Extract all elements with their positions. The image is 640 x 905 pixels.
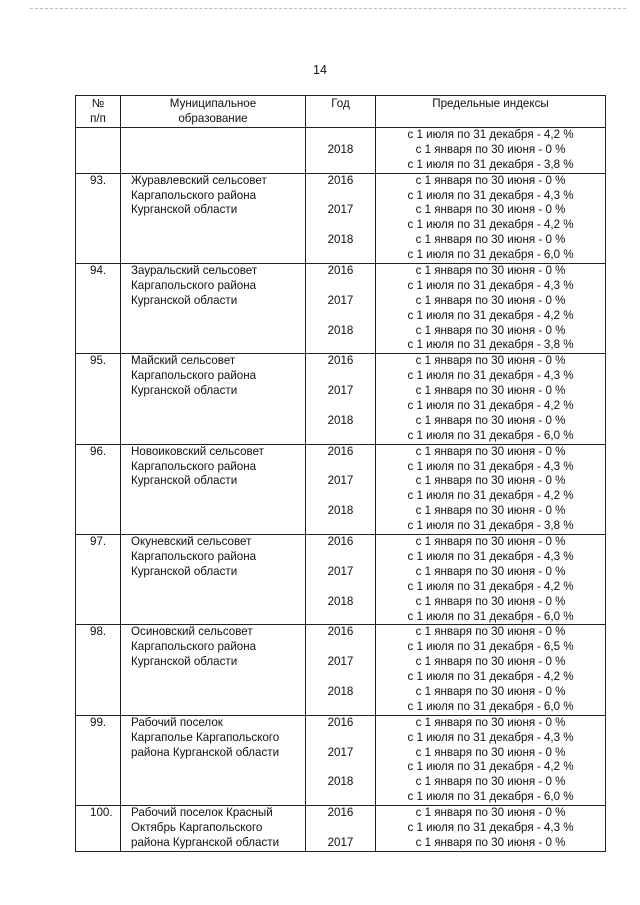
year-value: [306, 248, 375, 263]
table-row: [76, 715, 606, 805]
municipality-name-line: Курганской области: [131, 293, 238, 307]
municipality-name-line: Октябрь Каргапольского: [131, 820, 263, 834]
row-number: 93.: [90, 173, 107, 187]
year-value: [306, 489, 375, 504]
year-value: [306, 760, 375, 775]
index-line: с 1 января по 30 июня - 0 %: [415, 655, 566, 669]
index-line: с 1 июля по 31 декабря - 6,0 %: [407, 248, 574, 262]
municipality-name-line: Каргапольского района: [131, 549, 257, 563]
year-value: [306, 189, 375, 204]
municipality-cell: [121, 173, 306, 263]
year-cell: [306, 535, 376, 625]
index-line: с 1 января по 30 июня - 0 %: [415, 384, 566, 398]
year-value: [306, 429, 375, 444]
indices-cell: [376, 806, 606, 852]
index-line: с 1 января по 30 июня - 0 %: [415, 745, 566, 759]
year-value: 2016: [327, 625, 354, 639]
index-line: с 1 января по 30 июня - 0 %: [415, 264, 566, 278]
row-number: 96.: [90, 444, 107, 458]
index-line: с 1 января по 30 июня - 0 %: [415, 142, 566, 156]
index-line: с 1 июля по 31 декабря - 4,2 %: [407, 489, 574, 503]
year-value: [306, 790, 375, 805]
municipality-name-line: Каргаполье Каргапольского: [131, 730, 280, 744]
year-value: 2018: [327, 504, 354, 518]
index-line: с 1 июля по 31 декабря - 4,3 %: [407, 188, 574, 202]
year-value: [306, 460, 375, 475]
table-body: [76, 128, 606, 852]
year-value: [306, 338, 375, 353]
index-line: с 1 июля по 31 декабря - 4,2 %: [407, 579, 574, 593]
row-number-cell: [76, 264, 121, 354]
index-line: с 1 июля по 31 декабря - 6,0 %: [407, 609, 574, 623]
table-row: [76, 625, 606, 715]
row-number-cell: [76, 715, 121, 805]
index-line: с 1 января по 30 июня - 0 %: [415, 564, 566, 578]
year-cell: [306, 264, 376, 354]
header-num-line: п/п: [90, 111, 106, 125]
municipality-name-line: Каргапольского района: [131, 188, 257, 202]
year-value: 2017: [327, 745, 354, 759]
table-row: [76, 354, 606, 444]
year-cell: [306, 444, 376, 534]
year-value: 2017: [327, 564, 354, 578]
year-value: [306, 279, 375, 294]
row-number-cell: [76, 444, 121, 534]
municipality-name-line: Каргапольского района: [131, 640, 257, 654]
year-cell: [306, 806, 376, 852]
municipality-name-line: Окуневский сельсовет: [131, 535, 252, 549]
header-name-line: Муниципальное: [169, 97, 257, 110]
index-line: с 1 июля по 31 декабря - 3,8 %: [407, 519, 574, 533]
index-line: с 1 января по 30 июня - 0 %: [415, 203, 566, 217]
year-value: 2016: [327, 806, 354, 820]
year-value: [306, 580, 375, 595]
indices-cell: [376, 715, 606, 805]
year-cell: [306, 354, 376, 444]
year-value: 2018: [327, 775, 354, 789]
municipality-cell: [121, 264, 306, 354]
year-value: 2017: [327, 384, 354, 398]
year-value: 2018: [327, 684, 354, 698]
index-line: с 1 июля по 31 декабря - 6,0 %: [407, 790, 574, 804]
index-line: с 1 января по 30 июня - 0 %: [415, 504, 566, 518]
index-line: с 1 июля по 31 декабря - 4,2 %: [407, 670, 574, 684]
scan-top-border: [30, 8, 626, 9]
index-line: с 1 июля по 31 декабря - 4,2 %: [407, 128, 574, 141]
index-line: с 1 января по 30 июня - 0 %: [415, 684, 566, 698]
year-value: 2016: [327, 354, 354, 368]
index-line: с 1 января по 30 июня - 0 %: [415, 775, 566, 789]
index-line: с 1 января по 30 июня - 0 %: [415, 354, 566, 368]
index-line: с 1 июля по 31 декабря - 4,3 %: [407, 459, 574, 473]
municipality-name-line: Курганской области: [131, 564, 238, 578]
header-indices: Предельные индексы: [376, 96, 606, 128]
year-value: [306, 519, 375, 534]
indices-table: [75, 95, 606, 852]
municipality-name-line: Курганской области: [131, 655, 238, 669]
index-line: с 1 июля по 31 декабря - 3,8 %: [407, 157, 574, 171]
table-row: [76, 535, 606, 625]
year-value: [306, 550, 375, 565]
municipality-name-line: Зауральский сельсовет: [131, 264, 258, 278]
municipality-cell: [121, 715, 306, 805]
row-number: 99.: [90, 715, 107, 729]
table-row: [76, 444, 606, 534]
index-line: с 1 июля по 31 декабря - 4,3 %: [407, 820, 574, 834]
year-value: 2016: [327, 173, 354, 187]
municipality-name-line: Рабочий поселок: [131, 715, 223, 729]
municipality-name-line: Курганской области: [131, 203, 238, 217]
municipality-name-line: Курганской области: [131, 474, 238, 488]
year-value: [306, 700, 375, 715]
index-line: с 1 июля по 31 декабря - 6,0 %: [407, 428, 574, 442]
index-line: с 1 июля по 31 декабря - 6,0 %: [407, 699, 574, 713]
row-number-cell: [76, 173, 121, 263]
page-number: 14: [313, 63, 327, 77]
municipality-name-line: Каргапольского района: [131, 459, 257, 473]
municipality-name-line: Журавлевский сельсовет: [131, 173, 267, 187]
municipality-name-line: Курганской области: [131, 384, 238, 398]
index-line: с 1 июля по 31 декабря - 4,2 %: [407, 399, 574, 413]
year-value: [306, 731, 375, 746]
row-number-cell: [76, 535, 121, 625]
indices-cell: [376, 354, 606, 444]
municipality-name-line: района Курганской области: [131, 835, 280, 849]
index-line: с 1 июля по 31 декабря - 4,2 %: [407, 308, 574, 322]
row-number: [90, 128, 120, 143]
header-name-line: образование: [178, 111, 248, 125]
municipality-name-line: Осиновский сельсовет: [131, 625, 253, 639]
municipality-cell: [121, 444, 306, 534]
municipality-cell: [121, 128, 306, 174]
year-value: [306, 670, 375, 685]
year-value: 2018: [327, 323, 354, 337]
header-year: Год: [306, 96, 376, 128]
index-line: с 1 июля по 31 декабря - 4,3 %: [407, 278, 574, 292]
indices-cell: [376, 264, 606, 354]
row-number: 98.: [90, 625, 107, 639]
header-num-line: №: [91, 97, 105, 110]
year-cell: [306, 173, 376, 263]
row-number-cell: [76, 806, 121, 852]
year-value: [306, 610, 375, 625]
index-line: с 1 января по 30 июня - 0 %: [415, 474, 566, 488]
year-value: 2018: [327, 142, 354, 156]
index-line: с 1 января по 30 июня - 0 %: [415, 715, 566, 729]
row-number: 94.: [90, 264, 107, 278]
municipality-name-line: Каргапольского района: [131, 278, 257, 292]
year-value: [306, 640, 375, 655]
row-number-cell: [76, 354, 121, 444]
index-line: с 1 июля по 31 декабря - 4,2 %: [407, 760, 574, 774]
year-value: 2017: [327, 203, 354, 217]
year-value: [306, 218, 375, 233]
table-row: [76, 173, 606, 263]
municipality-cell: [121, 625, 306, 715]
year-value: [306, 821, 375, 836]
year-value: 2017: [327, 293, 354, 307]
year-value: 2016: [327, 264, 354, 278]
indices-cell: [376, 444, 606, 534]
municipality-cell: [121, 354, 306, 444]
municipality-cell: [121, 535, 306, 625]
index-line: с 1 января по 30 июня - 0 %: [415, 625, 566, 639]
municipality-name-line: Новоиковский сельсовет: [131, 444, 264, 458]
year-value: [306, 128, 375, 143]
indices-cell: [376, 173, 606, 263]
row-number: 95.: [90, 354, 107, 368]
year-value: 2017: [327, 655, 354, 669]
row-number: 97.: [90, 535, 107, 549]
index-line: с 1 января по 30 июня - 0 %: [415, 444, 566, 458]
year-value: 2018: [327, 594, 354, 608]
index-line: с 1 января по 30 июня - 0 %: [415, 293, 566, 307]
year-value: 2016: [327, 535, 354, 549]
municipality-name-line: Рабочий поселок Красный: [131, 806, 273, 820]
header-name: [121, 96, 306, 128]
table-row: [76, 806, 606, 852]
row-number-cell: [76, 128, 121, 174]
index-line: с 1 января по 30 июня - 0 %: [415, 413, 566, 427]
indices-cell: [376, 535, 606, 625]
row-number-cell: [76, 625, 121, 715]
indices-cell: [376, 128, 606, 174]
table-header-row: [76, 96, 606, 128]
municipality-name-line: Майский сельсовет: [131, 354, 236, 368]
year-value: 2017: [327, 835, 354, 849]
year-value: [306, 309, 375, 324]
index-line: с 1 июля по 31 декабря - 6,5 %: [407, 640, 574, 654]
index-line: с 1 января по 30 июня - 0 %: [415, 806, 566, 820]
index-line: с 1 января по 30 июня - 0 %: [415, 594, 566, 608]
index-line: с 1 июля по 31 декабря - 4,2 %: [407, 218, 574, 232]
index-line: с 1 января по 30 июня - 0 %: [415, 233, 566, 247]
year-value: [306, 369, 375, 384]
municipality-name-line: района Курганской области: [131, 745, 280, 759]
year-value: 2016: [327, 444, 354, 458]
row-number: 100.: [90, 806, 113, 820]
index-line: с 1 января по 30 июня - 0 %: [415, 535, 566, 549]
index-line: с 1 января по 30 июня - 0 %: [415, 835, 566, 849]
municipality-cell: [121, 806, 306, 852]
index-line: с 1 января по 30 июня - 0 %: [415, 173, 566, 187]
year-cell: [306, 715, 376, 805]
indices-cell: [376, 625, 606, 715]
year-value: [306, 399, 375, 414]
index-line: с 1 июля по 31 декабря - 4,3 %: [407, 730, 574, 744]
index-line: с 1 января по 30 июня - 0 %: [415, 323, 566, 337]
table-row: [76, 128, 606, 174]
year-cell: [306, 625, 376, 715]
year-value: 2018: [327, 413, 354, 427]
header-num: [76, 96, 121, 128]
index-line: с 1 июля по 31 декабря - 4,3 %: [407, 549, 574, 563]
year-cell: [306, 128, 376, 174]
municipality-name-line: Каргапольского района: [131, 369, 257, 383]
year-value: 2018: [327, 233, 354, 247]
index-line: с 1 июля по 31 декабря - 3,8 %: [407, 338, 574, 352]
year-value: [306, 158, 375, 173]
index-line: с 1 июля по 31 декабря - 4,3 %: [407, 369, 574, 383]
year-value: 2017: [327, 474, 354, 488]
year-value: 2016: [327, 715, 354, 729]
table-row: [76, 264, 606, 354]
